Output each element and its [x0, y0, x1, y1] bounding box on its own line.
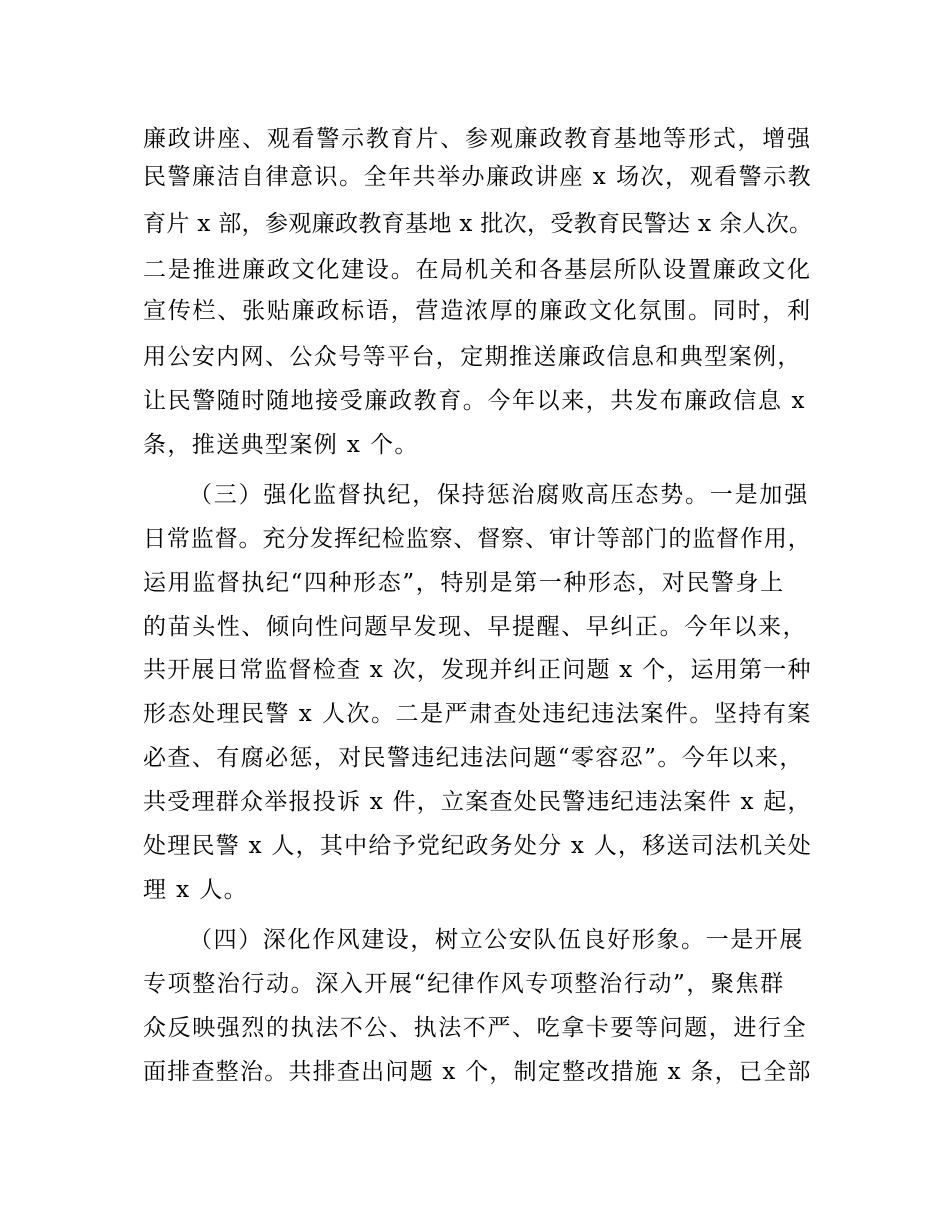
text-line: 运用监督执纪“四种形态”，特别是第一种形态，对民警身上 — [143, 570, 785, 596]
text-line: 廉政讲座、观看警示教育片、参观廉政教育基地等形式，增强 — [143, 126, 812, 152]
text-line: 共开展日常监督检查 x 次，发现并纠正问题 x 个，运用第一种 — [143, 657, 812, 683]
text-line: 形态处理民警 x 人次。二是严肃查处违纪违法案件。坚持有案 — [143, 701, 812, 727]
text-line: 二是推进廉政文化建设。在局机关和各基层所队设置廉政文化 — [143, 257, 812, 283]
text-line: 用公安内网、公众号等平台，定期推送廉政信息和典型案例， — [143, 344, 802, 370]
text-line: 处理民警 x 人，其中给予党纪政务处分 x 人，移送司法机关处 — [143, 833, 812, 859]
text-line: 面排查整治。共排查出问题 x 个，制定整改措施 x 条，已全部 — [143, 1059, 812, 1085]
text-line: 民警廉洁自律意识。全年共举办廉政讲座 x 场次，观看警示教 — [143, 164, 813, 190]
text-line: 日常监督。充分发挥纪检监察、督察、审计等部门的监督作用， — [143, 526, 812, 552]
section-heading-3: （三）强化监督执纪，保持惩治腐败高压态势。一是加强 — [189, 482, 809, 508]
text-line: 让民警随时随地接受廉政教育。今年以来，共发布廉政信息 x — [143, 388, 807, 414]
text-line: 宣传栏、张贴廉政标语，营造浓厚的廉政文化氛围。同时，利 — [143, 298, 812, 324]
text-line: 条，推送典型案例 x 个。 — [143, 432, 419, 458]
text-line: 共受理群众举报投诉 x 件，立案查处民警违纪违法案件 x 起， — [143, 789, 812, 815]
section-heading-4: （四）深化作风建设，树立公安队伍良好形象。一是开展 — [189, 927, 804, 953]
text-line: 必查、有腐必惩，对民警违纪违法问题“零容忍”。今年以来， — [143, 745, 804, 771]
text-line: 众反映强烈的执法不公、执法不严、吃拿卡要等问题，进行全 — [143, 1015, 808, 1041]
text-line: 的苗头性、倾向性问题早发现、早提醒、早纠正。今年以来， — [143, 614, 808, 640]
text-line: 理 x 人。 — [143, 877, 248, 903]
text-line: 育片 x 部，参观廉政教育基地 x 批次，受教育民警达 x 余人次。 — [143, 211, 813, 237]
text-line: 专项整治行动。深入开展“纪律作风专项整治行动”，聚焦群 — [143, 971, 785, 997]
